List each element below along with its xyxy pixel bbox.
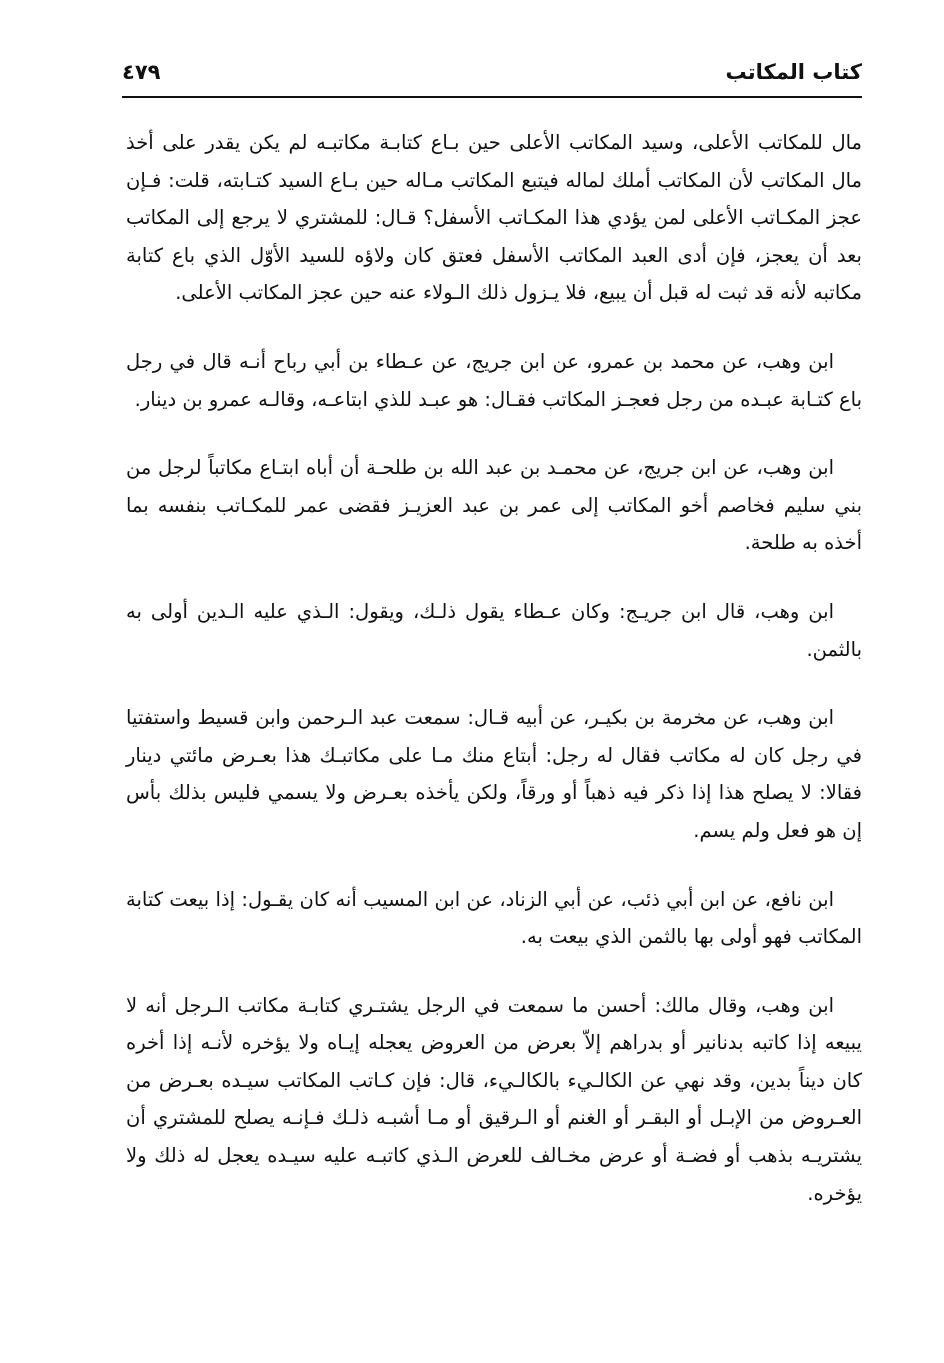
body-text <box>126 124 862 1243</box>
paragraph-5: ابن وهب، عن مخرمة بن بكيـر، عن أبيه قـال: سمعت عبد الـرحمن وابن قسيط واستفتيا في رجل كان له مكاتب فقال له رجل: أبتاع منك مـا على مكاتبـك هذا بعـرض مائتي دينار فقالا: لا يصلح هذا إذا ذكر فيه ذهباً أو ورقاً، ولكن يأخذه بعـرض ولا يسمي فليس بذلك بأس إن هو فعل ولم يسم. <box>126 706 862 842</box>
page-header <box>122 56 862 98</box>
paragraph-4: ابن وهب، قال ابن جريـج: وكان عـطاء يقول ذلـك، ويقول: الـذي عليه الـدين أولى به بالثمن. <box>126 599 862 661</box>
paragraph-1: مال للمكاتب الأعلى، وسيد المكاتب الأعلى حين بـاع كتابـة مكاتبـه لم يكن يقدر على أخذ مال المكاتب لأن المكاتب أملك لماله فيتبع المكاتب مـاله حين بـاع السيد كتـابته، قلت: فـإن عجز المكـاتب الأعلى لمن يؤدي هذا المكـاتب الأسفل؟ قـال: للمشتري لا يرجع إلى المكاتب بعد أن يعجز، فإن أدى العبد المكاتب الأسفل فعتق كان ولاؤه للسيد الأوّل الذي باع كتابة مكاتبه لأنه قد ثبت له قبل أن يبيع، فلا يـزول ذلك الـولاء عنه حين عجز المكاتب الأعلى. <box>126 131 862 305</box>
page-number: ٤٧٩ <box>122 60 161 84</box>
paragraph-6: ابن نافع، عن ابن أبي ذئب، عن أبي الزناد، عن ابن المسيب أنه كان يقـول: إذا بيعت كتابة المكاتب فهو أولى بها بالثمن الذي بيعت به. <box>126 887 862 949</box>
paragraph-3: ابن وهب، عن ابن جريج، عن محمـد بن عبد الله بن طلحـة أن أباه ابتـاع مكاتباً لرجل من بني سليم فخاصم أخو المكاتب إلى عمر بن عبد العزيـز فقضى عمر للمكـاتب بنفسه بما أخذه به طلحة. <box>126 456 862 555</box>
running-title: كتاب المكاتب <box>725 60 862 84</box>
paragraph-7: ابن وهب، وقال مالك: أحسن ما سمعت في الرجل يشتـري كتابـة مكاتب الـرجل أنه لا يبيعه إذا كاتبه بدنانير أو بدراهم إلاّ بعرض من العروض يعجله إيـاه ولا يؤخره لأنـه إذا أخره كان ديناً بدين، وقد نهي عن الكالـيء بالكالـيء، قال: فإن كـاتب المكاتب سيـده بعـرض من العـروض من الإبـل أو البقـر أو الغنم أو الـرقيق أو مـا أشبـه ذلـك فـإنـه يصلح للمشتري أن يشتريـه بذهب أو فضـة أو عرض مخـالف للعرض الـذي كاتبـه عليه سيـده يعجل له ذلك ولا يؤخره. <box>126 993 862 1205</box>
paragraph-2: ابن وهب، عن محمد بن عمرو، عن ابن جريج، عن عـطاء بن أبي رباح أنـه قال في رجل باع كتـابة عبـده من رجل فعجـز المكاتب فقـال: هو عبـد للذي ابتاعـه، وقالـه عمرو بن دينار. <box>126 349 862 411</box>
